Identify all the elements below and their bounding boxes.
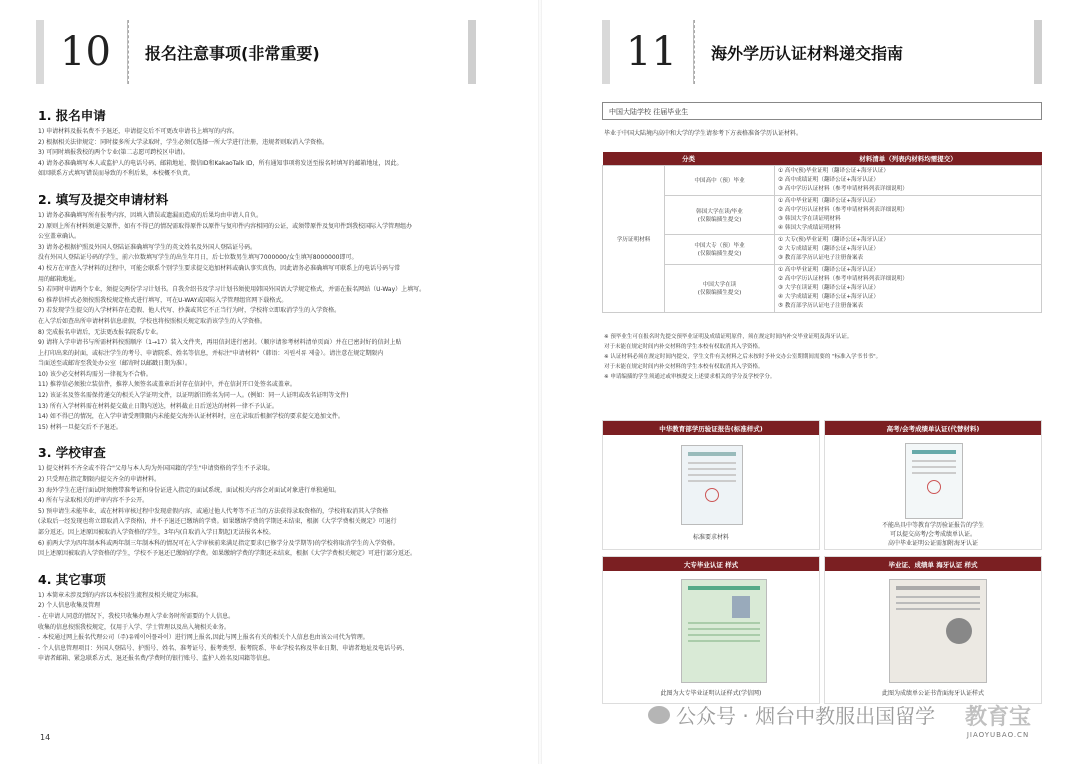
items-cell [775,264,1042,312]
material-item: ② 高中学历认证材料（参考申请材料列表详细说明） [778,275,908,282]
chapter-title: 报名注意事项(非常重要) [128,20,476,84]
body-line: 9) 请将入学申请书与所需材料按照顺序（1→17）装入文件夹，再用信封进行密封。（顺序请参考材料清单页面）并在已密封好的信封上贴 [38,339,402,347]
body-line: 收集的信息按照我校规定，仅用于入学、学士管理以及出入境相关业务。 [38,623,231,631]
body-line: (录取后一经发现也将立即取消入学资格)，并不予退还已缴纳的学费。如果缴纳学费的学期还未结束，根据《大学学费相关规定》可退行 [38,518,397,526]
material-item: ③ 教育部学历认证电子注册备案表 [778,254,864,261]
category-cell: 韩国大学在读/毕业 (仅限编插生提交) [665,195,775,234]
body-line: 6) 前两大学为四年制本科或两年制三年制本科的情况可在入学审核前来满足指定要求(已修学分及学期等)的学校将取消学生的入学资格。 [38,539,399,547]
body-line: 5) 若同时申请两个专业，须提交两份学习计划书。自我介绍书及学习计划书须使用韩国外国语大学规定格式，并需在报名网站（U-Way）上填写。 [38,286,426,294]
body-line: 4) 所有与录取相关的评审内容不予公开。 [38,497,149,505]
body-line: 2) 原则上所有材料须递交原件，如有不得已的情况需取得原件以原件与复印件内容相同的公证，或须带原件及复印件到我校国际入学管理组办 [38,222,413,230]
table-row [603,264,1042,312]
body-line: - 个人信息管理项目：外国人登陆号、护照号、姓名、准考证号、报考类型、报考院系、毕业学校名称及毕业日期、申请者地址及电话号码、 [38,644,409,652]
body-line: 15) 材料一旦提交后不予退还。 [38,423,122,431]
body-line: 2) 个人信息收集及管理 [38,602,101,610]
category-cell: 中国大学在读 (仅限编插生提交) [665,264,775,312]
body-line: 3) 请务必根据护照及外国人登陆证准确填写学生的英文姓名及外国人登陆证号码。 [38,243,257,251]
header-bar [468,20,476,84]
chapter-number: 10 [44,20,128,84]
body-line: 在入学后如查出所申请材料信息虚假，学校也将按照相关规定取消该学生的入学资格。 [38,317,267,325]
sample-caption: 不能出具中等教育学历验证报告的学生 可以提交高考/会考成绩单认证。 高中毕业证明公证需加附海牙认证 [881,522,984,547]
note-line: 对于未能在规定时间内补交材料的学生本校有权取消其入学资格。 [604,364,764,370]
body-line: 3) 海外学生在进行面试时须携带准考证和身份证进入指定的面试系统，面试相关内容会对面试对象进行单独通知。 [38,486,341,494]
table-row [603,165,1042,195]
section-heading: 1. 报名申请 [38,108,106,123]
wechat-icon [648,706,670,724]
intro-text: 毕业于中国大陆境内高中和大学的学生请参考下方表格准备学历认证材料。 [604,130,803,137]
body-line: - 在申请人同意的情况下，我校只收集办理入学业务时所需要的个人信息。 [38,612,235,620]
materials-table [602,152,1042,313]
note-line: ※ 申请编插的学生须通过或审核提交上述要求相关的学分及学校学分。 [604,374,776,380]
material-item: ① 大专(预)毕业证明（翻译公证+海牙认证） [778,236,889,243]
material-item: ① 高中毕业证明（翻译公证+海牙认证） [778,266,879,273]
document-image [681,445,743,525]
material-item: ② 大专成绩证明（翻译公证+海牙认证） [778,245,879,252]
material-item: ③ 大学在读证明（翻译公证+海牙认证） [778,284,879,291]
body-line: 8) 完成报名申请后，无法更改报名院系/专业。 [38,328,163,336]
body-line: 公室盖章确认。 [38,233,81,241]
body-line: 4) 请务必准确填写本人或监护人的电话号码、邮箱地址、微信ID和KakaoTalk ID，所有通知事项将发送至报名时填写的邮箱地址，因此。 [38,159,403,167]
chapter-header-11 [602,20,1042,84]
section-heading: 4. 其它事项 [38,571,106,587]
material-item: ④ 大学成绩证明（翻译公证+海牙认证） [778,293,879,300]
watermark-text: 公众号 · 烟台中教服出国留学 [676,704,936,728]
body-line: 2) 只受理在指定期限内提交齐全的申请材料。 [38,476,161,484]
sample-header: 高考/会考成绩单认证(代替材料) [825,421,1041,435]
document-image [905,443,963,519]
body-line: 13) 所有入学材料需在材料提交截止日期内送达，材料截止日后送达的材料一律不予认证。 [38,402,278,410]
left-content [38,100,508,669]
group-cell: 学历证明材料 [603,165,665,312]
category-cell: 中国高中（预）毕业 [665,165,775,195]
page-number: 14 [40,733,51,742]
table-row [603,234,1042,264]
table-header-category: 分类 [603,152,775,165]
sample-header: 大专毕业认证 样式 [603,557,819,571]
body-line: 没有外国人登陆证号码的学生，前六位数填写学生的出生年月日，后七位数男生填写7000000/女生填写8000000即可。 [38,254,358,262]
sample-caption: 此图为大专毕业证明认证样式(学信网) [660,690,762,697]
body-line: 5) 预申请生未能毕业，或在材料审核过程中发现虚假内容，或通过他人代考等不正当的方法获得录取资格的，学校将取消其入学资格 [38,507,389,515]
body-line: 部分返还。因上述原因被取消入学资格的学生，3年内(自取消入学日期起)无法报名本校。 [38,529,275,536]
chapter-header-10 [36,20,476,84]
material-item: ⑤ 教育部学历认证电子注册备案表 [778,302,864,309]
document-image [889,579,987,683]
table-header-materials: 材料清单（列表内材料均需提交） [775,152,1042,165]
document-image [681,579,767,683]
brand-logo [948,700,1048,739]
brand-name: 教育宝 [964,705,1031,730]
header-bar [1034,20,1042,84]
notes [604,332,1044,382]
material-item: ③ 韩国大学在读证明材料 [778,215,841,222]
body-line: 2) 根据相关法律规定：同时接多所大学录取时，学生必须仅选择一所大学进行注册，违规者则取消入学资格。 [38,138,329,146]
watermark [648,700,935,729]
category-tag: 中国大陆学校 往届毕业生 [602,102,1042,120]
material-item: ① 高中毕业证明（翻译公证+海牙认证） [778,197,879,204]
body-line: 1) 提交材料不齐全或不符合"父母与本人均为外国国籍的学生"申请资格的学生不予录取。 [38,465,274,473]
sample-card-3 [602,556,820,704]
body-line: 如因联系方式填写错误而导致的不利后果，本校概不负责。 [38,170,195,178]
category-cell: 中国大专（预）毕业 (仅限编插生提交) [665,234,775,264]
note-line: 对于未能在规定时间内补交材料的学生本校有权取消其入学资格。 [604,344,764,350]
body-line: 6) 推荐信样式必须按照我校规定格式进行填写，可在U-WAY或国际入学管理组官网下载格式。 [38,296,288,304]
body-line: 1) 本简章未涉及到的内容以本校招生流程及相关规定为标准。 [38,591,203,599]
note-line: ※ 预毕业生可在报名时先提交预毕业证明及成绩证明原件，须在规定时间内补交毕业证明及海牙认证。 [604,334,853,340]
body-line: 12) 该证名及签名需保持递交的相关入学证明文件，以证明新旧姓名为同一人。(例如：同一人证明或改名证明等文件) [38,392,349,400]
body-line: 11) 推荐信必须独立装信件，推荐人须签名或盖章后封存在信封中，并在信封开口处签名或盖章。 [38,381,296,389]
sample-card-2 [824,420,1042,550]
material-item: ① 高中(预)毕业证明（翻译公证+海牙认证） [778,167,889,174]
sample-caption: 此图为成绩单公证书背面海牙认证样式 [881,690,984,697]
section-heading: 2. 填写及提交申请材料 [38,191,169,207]
body-line: 1) 申请材料及报名费不予退还，申请提交后不可更改申请书上填写的内容。 [38,128,239,135]
material-item: ④ 韩国大学成绩证明材料 [778,224,841,231]
material-item: ② 高中成绩证明（翻译公证+海牙认证） [778,176,879,183]
items-cell [775,165,1042,195]
section-heading: 3. 学校审查 [38,445,106,461]
items-cell [775,234,1042,264]
sample-card-4 [824,556,1042,704]
body-line: - 本校通过网上报名代理公司（주)유웨이어플라이）进行网上报名,因此与网上报名有关的相关个人信息也由该公司代为管理。 [38,634,369,642]
body-line: 用的邮箱地址。 [38,275,81,283]
brand-url: JIAOYUBAO.CN [966,731,1030,739]
sample-header: 毕业证、成绩单 海牙认证 样式 [825,557,1041,571]
chapter-title: 海外学历认证材料递交指南 [694,20,1042,84]
note-line: ※ 认证材料必须在规定时间内提交，学生文件有关材料之后未按时予补交办公室期期间需要的 "标准入学书书书"。 [604,354,882,360]
body-line: 7) 若发现学生提交的入学材料存在造假、他人代写、抄袭或其它不正当行为时，学校将立即取消学生的入学资格。 [38,307,341,315]
sample-card-1 [602,420,820,550]
body-line: 1) 请务必准确填写所有报考内容，因填入错误或遗漏而造成的后果均由申请人自负。 [38,211,263,219]
body-line: 4) 校方在审查入学材料的过程中，可能会联系个别学生要求提交追加材料或确认事实真伪，因此请务必准确填写可联系上的电话号码与常 [38,264,401,272]
chapter-number: 11 [610,20,694,84]
body-line: 上打印出来的封面，或标注学生的考号、申请院系、姓名等信息，并标注"申请材料"（韩语：지원서류 제출）。请注意在规定期限内 [38,349,384,357]
body-line: 10) 该少必交材料均需另一律视为不合格。 [38,370,152,378]
body-line: 14) 如不得已的情况，在入学申请受理期限内未能提交海外认证材料时，应在录取后根据学校的要求提交追加文件。 [38,413,344,421]
body-line: 因上述原因被取消入学资格的学生，学校不予退还已缴纳的学费。如果缴纳学费的学期还未结束，根据《大学学费相关规定》可进行部分返还。 [38,550,417,558]
sample-header: 中华教育部学历验证报告(标准样式) [603,421,819,435]
body-line: 当面送至或邮寄至我处办公室（邮寄时以邮戳日期为准）。 [38,360,192,368]
body-line: 3) 可同时填报我校的两个专业(第二志愿可跨校区申请)。 [38,149,189,157]
material-item: ② 高中学历认证材料（参考申请材料列表详细说明） [778,206,908,213]
sample-caption: 标准要求材料 [692,534,729,541]
body-line: 申请者邮箱、紧急联系方式、退还报名费/学费时的银行账号、监护人姓名及国籍等信息。 [38,655,275,663]
items-cell [775,195,1042,234]
table-row [603,195,1042,234]
material-item: ③ 高中学历认证材料（参考申请材料列表详细说明） [778,185,908,192]
